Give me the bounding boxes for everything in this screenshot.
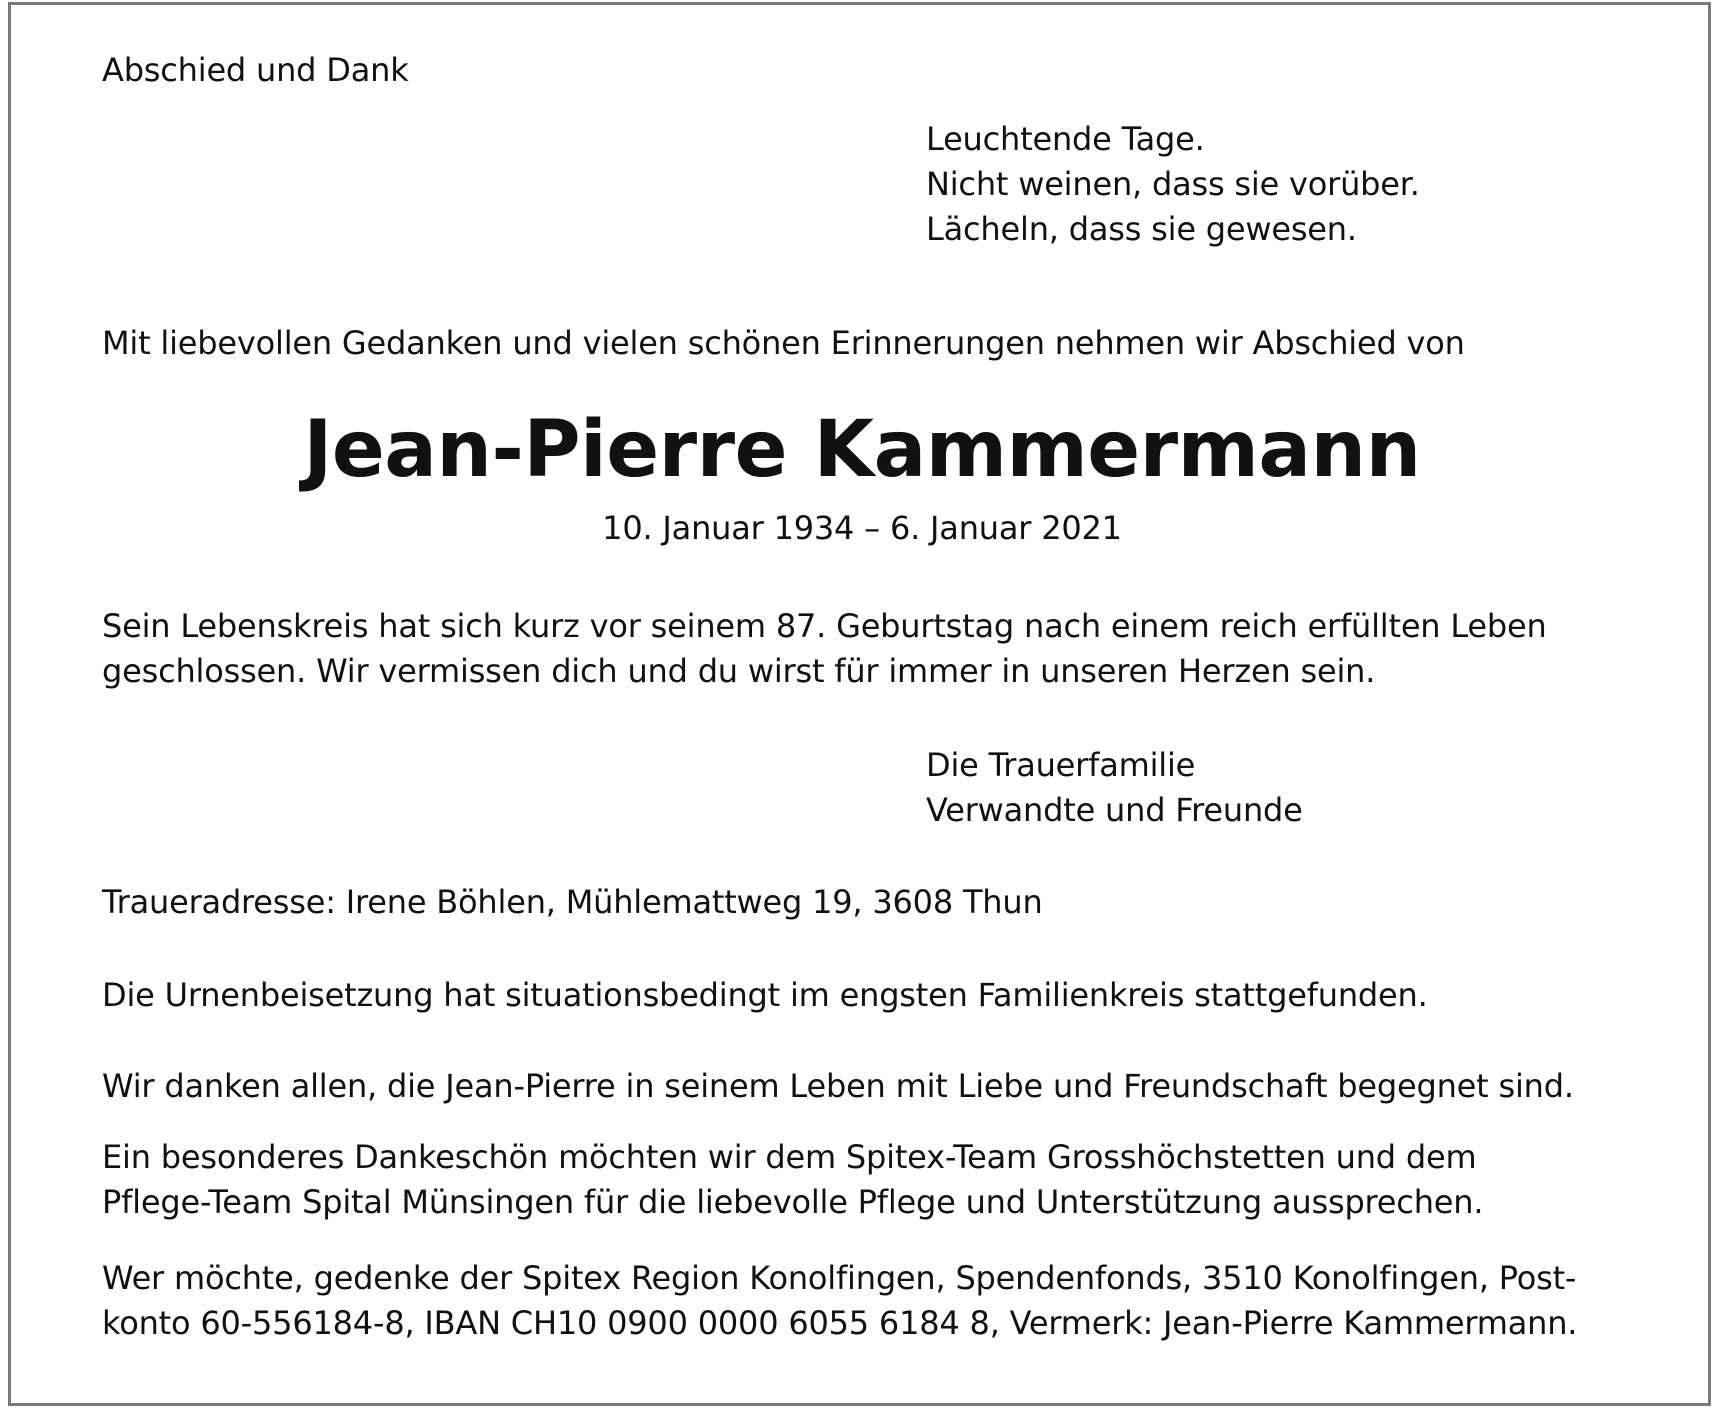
poem-line: Leuchtende Tage. [926, 120, 1205, 158]
life-paragraph [102, 604, 1547, 694]
deceased-name: Jean-Pierre Kammermann [303, 405, 1421, 495]
life-dates: 10. Januar 1934 – 6. Januar 2021 [602, 509, 1122, 547]
poem-line: Lächeln, dass sie gewesen. [926, 210, 1357, 248]
poem-line: Nicht weinen, dass sie vorüber. [926, 165, 1420, 203]
special-thanks-line: Pflege-Team Spital Münsingen für die liebevolle Pflege und Unterstützung aussprechen. [102, 1183, 1484, 1221]
mourning-address: Traueradresse: Irene Böhlen, Mühlemattweg 19, 3608 Thun [102, 883, 1043, 921]
special-thanks-paragraph [102, 1135, 1483, 1225]
signature-line: Die Trauerfamilie [926, 746, 1196, 784]
life-line: Sein Lebenskreis hat sich kurz vor seinem 87. Geburtstag nach einem reich erfüllten Leben [102, 607, 1547, 645]
donation-line: konto 60-556184-8, IBAN CH10 0900 0000 6055 6184 8, Vermerk: Jean-Pierre Kammermann. [102, 1304, 1578, 1342]
signature-line: Verwandte und Freunde [926, 791, 1303, 829]
thanks-text: Wir danken allen, die Jean-Pierre in seinem Leben mit Liebe und Freundschaft begegnet sind. [102, 1067, 1574, 1105]
life-line: geschlossen. Wir vermissen dich und du wirst für immer in unseren Herzen sein. [102, 652, 1376, 690]
donation-line: Wer möchte, gedenke der Spitex Region Konolfingen, Spendenfonds, 3510 Konolfingen, Post- [102, 1259, 1577, 1297]
poem-block [926, 117, 1420, 252]
notice-heading: Abschied und Dank [102, 51, 409, 89]
signature-block [926, 743, 1303, 833]
intro-text: Mit liebevollen Gedanken und vielen schönen Erinnerungen nehmen wir Abschied von [102, 324, 1465, 362]
burial-note: Die Urnenbeisetzung hat situationsbedingt im engsten Familienkreis stattgefunden. [102, 976, 1428, 1014]
donation-paragraph [102, 1256, 1577, 1346]
special-thanks-line: Ein besonderes Dankeschön möchten wir dem Spitex-Team Grosshöchstetten und dem [102, 1138, 1477, 1176]
